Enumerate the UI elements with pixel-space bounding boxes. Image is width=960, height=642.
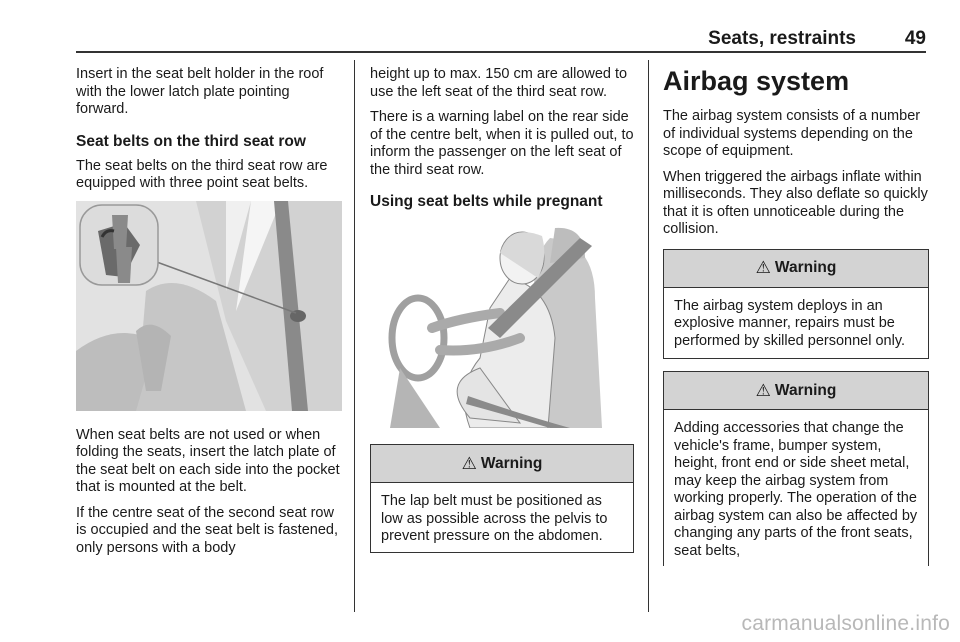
warning-triangle-icon: ⚠ bbox=[461, 453, 477, 473]
paragraph: The seat belts on the third seat row are equipped with three point seat belts. bbox=[76, 157, 328, 191]
heading-airbag-system: Airbag system bbox=[663, 66, 850, 96]
warning-box-accessories bbox=[663, 371, 929, 566]
paragraph: When seat belts are not used or when folding the seats, insert the latch plate of the seat belt on each side into the pocket that is mounted at the belt. bbox=[76, 426, 340, 495]
warning-header bbox=[664, 372, 928, 410]
column-divider-1 bbox=[354, 60, 355, 612]
warning-title: Warning bbox=[774, 259, 837, 276]
warning-triangle-icon: ⚠ bbox=[755, 380, 771, 400]
column-1 bbox=[76, 66, 342, 565]
section-title: Seats, restraints bbox=[708, 28, 856, 49]
warning-box-airbag-repair bbox=[663, 249, 929, 360]
paragraph: When triggered the airbags inflate within milliseconds. They also deflate so quickly that it is often unnoticeable during the collision. bbox=[663, 168, 928, 237]
column-3 bbox=[663, 66, 929, 576]
warning-text: The lap belt must be positioned as low as possible across the pelvis to prevent pressure on the abdomen. bbox=[381, 493, 608, 544]
column-divider-2 bbox=[648, 60, 649, 612]
paragraph: There is a warning label on the rear side of the centre belt, when it is pulled out, to inform the passenger on the left seat of the third seat row. bbox=[370, 109, 634, 178]
warning-text: The airbag system deploys in an explosive manner, repairs must be performed by skilled personnel only. bbox=[674, 297, 906, 349]
watermark: carmanualsonline.info bbox=[741, 612, 950, 635]
subheading-third-row-belts: Seat belts on the third seat row bbox=[76, 132, 306, 150]
warning-body bbox=[664, 288, 928, 359]
subheading-pregnant: Using seat belts while pregnant bbox=[370, 193, 603, 210]
warning-header bbox=[371, 445, 633, 483]
paragraph: The airbag system consists of a number of individual systems depending on the scope of equipment. bbox=[663, 108, 921, 159]
column-2 bbox=[370, 66, 634, 563]
warning-triangle-icon: ⚠ bbox=[755, 258, 771, 277]
warning-title: Warning bbox=[774, 381, 837, 399]
paragraph: Insert in the seat belt holder in the roof with the lower latch plate pointing forward. bbox=[76, 66, 324, 117]
warning-text: Adding accessories that change the vehicle's frame, bumper system, height, front end or side sheet metal, may keep the airbag system from working properly. The operation of the airbag system can also be affected by changing any parts of the front seats, seat belts, bbox=[674, 420, 918, 559]
paragraph: If the centre seat of the second seat row is occupied and the seat belt is fastened, only persons with a body bbox=[76, 504, 338, 556]
seat-belt-holder-illustration bbox=[76, 201, 342, 411]
warning-body bbox=[664, 410, 928, 566]
warning-header bbox=[664, 250, 928, 288]
warning-body bbox=[371, 483, 633, 552]
warning-title: Warning bbox=[480, 454, 543, 472]
page-number: 49 bbox=[904, 28, 926, 49]
page-header bbox=[76, 28, 926, 50]
warning-box-lap-belt bbox=[370, 444, 634, 553]
pregnant-seat-belt-illustration bbox=[370, 218, 634, 428]
header-rule bbox=[76, 51, 926, 53]
paragraph: height up to max. 150 cm are allowed to use the left seat of the third seat row. bbox=[370, 66, 628, 100]
